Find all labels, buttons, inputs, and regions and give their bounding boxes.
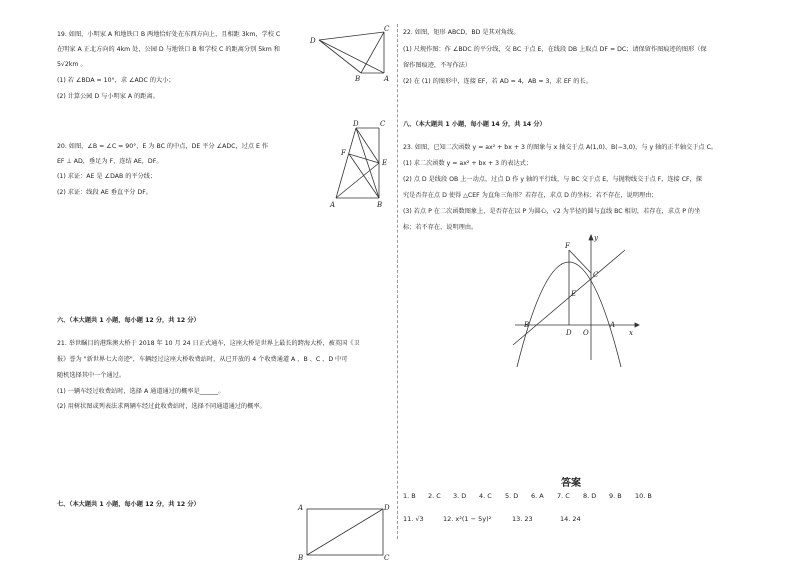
q20-sub2: (2) 求证：线段 AE 垂直平分 DF。 [57, 189, 152, 196]
q19-line2: 在明家 A 正北方向的 4km 处，公园 D 与地铁口 B 和学校 C 的距离分别 5km 和 [57, 46, 280, 53]
q22-sub2: (2) 在 (1) 的图形中，连接 EF，若 AD = 4，AB = 3，求 EF 的长。 [403, 78, 592, 85]
q21-line3: 随机选择其中一个通过。 [57, 372, 126, 379]
answer-5: 5. D [505, 492, 519, 500]
q20-line2: EF ⊥ AD，垂足为 F，连结 AE，DF。 [57, 158, 163, 165]
answer-9: 9. B [609, 492, 622, 500]
q20-fig-label-b: B [377, 201, 383, 209]
answer-4: 4. C [479, 492, 492, 500]
q20-fig-label-a: A [330, 201, 336, 209]
q22-line3: 留作图痕迹，不写作法） [403, 62, 472, 69]
q21-sub1: (1) 一辆车经过收费站时，选择 A 通道通过的概率是______。 [57, 388, 225, 395]
section-6-heading: 六、（本大题共 1 小题，每小题 12 分，共 12 分） [57, 317, 200, 324]
q23-sub2b: 究是否存在点 D 使得 △CEF 为直角三角形？若存在，求点 D 的坐标；若不存在，说明理由； [403, 192, 658, 199]
q23-sub3a: (3) 若点 P 在二次函数图象上，是否存在以 P 为圆心，√2 为半径的圆与直线 BC 相切，若存在，求点 P 的坐 [403, 208, 701, 215]
q20-line1: 20. 如图，∠B = ∠C = 90°，E 为 BC 的中点，DE 平分 ∠ADC，过点 E 作 [57, 143, 269, 150]
q20-fig-label-c: C [380, 120, 386, 128]
section-8-heading: 八、（本大题共 1 小题，每小题 14 分，共 14 分） [403, 121, 546, 128]
rect-fig-label-b: B [298, 554, 304, 562]
q23-fig-label-f: F [565, 242, 570, 250]
answer-14: 14. 24 [560, 515, 581, 523]
q23-line1: 23. 如图，已知二次函数 y = ax² + bx + 3 的图象与 x 轴交于点 A(1,0)、B(−3,0)，与 y 轴的正半轴交于点 C。 [403, 144, 718, 151]
answer-8: 8. D [583, 492, 597, 500]
q23-sub3b: 标；若不存在，说明理由。 [403, 224, 478, 231]
q21-sub2: (2) 用树状图或列表法求两辆车经过此收费站时，选择不同通道通过的概率。 [57, 403, 266, 410]
q20-fig-label-f: F [341, 149, 346, 157]
q20-sub1: (1) 求证：AE 是 ∠DAB 的平分线； [57, 173, 157, 180]
column-divider [397, 24, 398, 539]
q23-fig-label-e: E [571, 290, 577, 298]
answer-2: 2. C [428, 492, 441, 500]
answers-title: 答案 [561, 478, 581, 489]
q19-line3: 5√2km 。 [57, 61, 87, 68]
q19-fig-label-d: D [310, 37, 316, 45]
q23-fig-label-c: C [593, 271, 599, 279]
q19-fig-label-b: B [355, 75, 361, 83]
q19-fig-label-c: C [384, 25, 390, 33]
answer-1: 1. B [403, 492, 416, 500]
section-7-heading: 七、（本大题共 1 小题，每小题 12 分，共 12 分） [57, 501, 200, 508]
answer-7: 7. C [557, 492, 570, 500]
q22-line1: 22. 如图，矩形 ABCD，BD 是其对角线。 [403, 29, 520, 36]
q19-fig-label-a: A [384, 75, 390, 83]
q23-parabola-figure [515, 232, 645, 362]
q23-sub1: (1) 求二次函数 y = ax² + bx + 3 的表达式； [403, 160, 533, 167]
answer-13: 13. 23 [512, 515, 533, 523]
answer-10: 10. B [635, 492, 652, 500]
q23-fig-label-a: A [610, 321, 616, 329]
q23-fig-label-y: y [594, 234, 598, 242]
q20-fig-label-e: E [382, 159, 388, 167]
q19-figure [308, 26, 398, 86]
q19-sub1: (1) 若 ∠BDA = 10°，求 ∠ADC 的大小； [57, 77, 175, 84]
answer-11: 11. √3 [403, 515, 424, 523]
answer-6: 6. A [531, 492, 544, 500]
q20-fig-label-d: D [353, 120, 359, 128]
q23-sub2a: (2) 点 D 是线段 OB 上一动点，过点 D 作 y 轴的平行线，与 BC 交于点 E，与抛物线交于点 F，连接 CF，探 [403, 176, 702, 183]
q23-fig-label-b: B [524, 321, 530, 329]
rectangle-figure [298, 502, 398, 564]
q21-line1: 21. 举世瞩目的港珠澳大桥于 2018 年 10 月 24 日正式通车，这座大桥是世界上最长的跨海大桥，被英国《卫 [57, 340, 360, 347]
answer-12: 12. x²(1 − 5y)² [443, 515, 492, 523]
q23-fig-label-d: D [566, 329, 572, 337]
q19-line1: 19. 如图，小明家 A 和地铁口 B 两地恰好处在东西方向上，且相距 3km，学校 C [57, 31, 281, 38]
q19-sub2: (2) 计算公园 D 与小明家 A 的距离。 [57, 93, 159, 100]
q23-fig-label-o: O [583, 329, 589, 337]
q21-line2: 报》誉为 "新世界七大奇迹"，车辆经过这座大桥收费站时，从已开放的 4 个收费通道 A 、B 、C 、D 中可 [57, 356, 348, 363]
q20-figure [328, 120, 398, 210]
rect-fig-label-d: D [384, 504, 390, 512]
rect-fig-label-a: A [298, 504, 304, 512]
q23-fig-label-x: x [629, 329, 633, 337]
answer-3: 3. D [453, 492, 467, 500]
rect-fig-label-c: C [384, 554, 390, 562]
q22-line2: (1) 尺规作图：作 ∠BDC 的平分线，交 BC 于点 E，在线段 DB 上取点 DF = DC；请保留作图痕迹的图形（保 [403, 46, 707, 53]
